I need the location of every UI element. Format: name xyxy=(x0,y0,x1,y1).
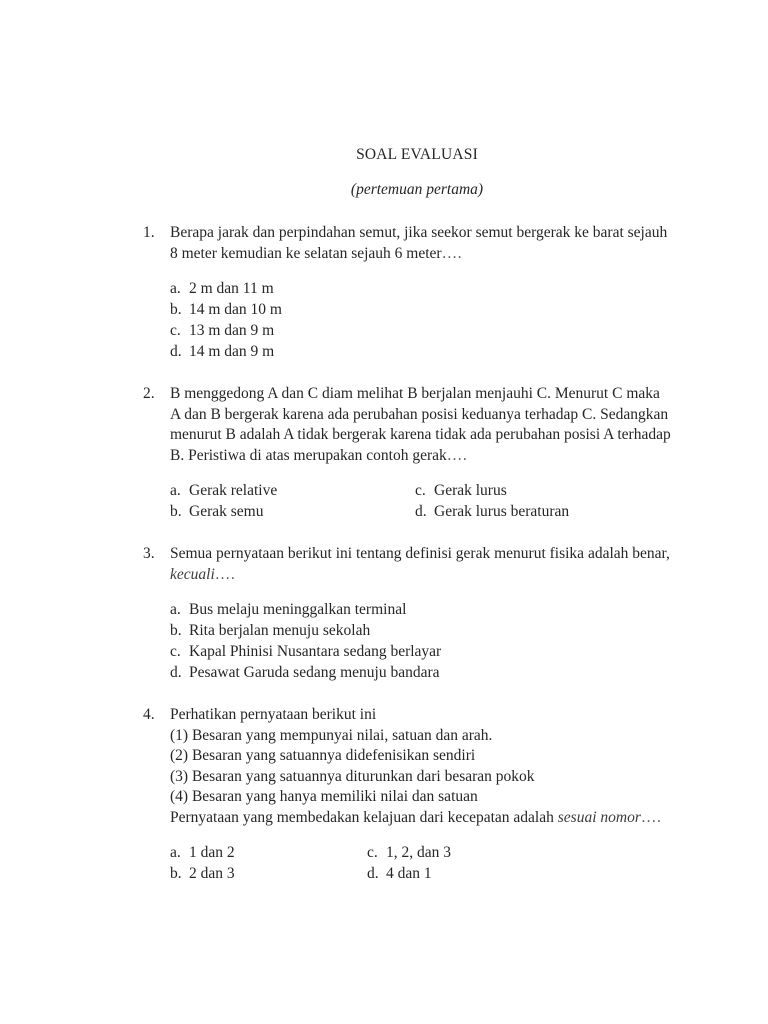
option-a-label: 2 m dan 11 m xyxy=(189,280,274,297)
question-2-body xyxy=(170,384,673,466)
option-row xyxy=(170,501,673,522)
question-4-dots: …. xyxy=(640,808,662,826)
option-b-letter: b. xyxy=(170,865,182,882)
option-d[interactable] xyxy=(367,863,673,884)
option-b-label: 2 dan 3 xyxy=(189,865,235,882)
option-c-letter: c. xyxy=(170,322,181,339)
option-d-letter: d. xyxy=(170,343,182,360)
option-row xyxy=(170,341,673,362)
question-1-row xyxy=(143,223,673,264)
option-b-label: Rita berjalan menuju sekolah xyxy=(189,622,371,639)
option-c-label: Gerak lurus xyxy=(434,482,507,499)
question-3-body xyxy=(170,544,673,585)
option-d-label: 4 dan 1 xyxy=(386,865,432,882)
question-4-closing xyxy=(170,808,673,829)
question-4 xyxy=(143,705,673,884)
question-2-dots: …. xyxy=(446,446,468,464)
option-a-label: Gerak relative xyxy=(189,482,278,499)
question-3 xyxy=(143,544,673,683)
option-c[interactable] xyxy=(415,480,673,501)
question-4-closing-text: Pernyataan yang membedakan kelajuan dari kecepatan adalah xyxy=(170,808,558,826)
option-c[interactable] xyxy=(367,842,673,863)
option-d[interactable] xyxy=(415,501,673,522)
option-d-letter: d. xyxy=(170,664,182,681)
option-a[interactable] xyxy=(170,599,406,620)
option-d-letter: d. xyxy=(415,503,427,520)
option-a-letter: a. xyxy=(170,482,181,499)
question-4-closing-emphasis: sesuai nomor xyxy=(557,808,641,826)
option-c-letter: c. xyxy=(367,844,378,861)
question-1-options xyxy=(143,278,673,362)
option-b-letter: b. xyxy=(170,503,182,520)
option-c-letter: c. xyxy=(170,643,181,660)
option-row xyxy=(170,620,673,641)
question-4-statement-1: (1) Besaran yang mempunyai nilai, satuan dan arah. xyxy=(170,726,493,744)
question-4-body xyxy=(170,705,673,828)
question-4-statement-2: (2) Besaran yang satuannya didefenisikan sendiri xyxy=(170,747,476,764)
question-2-number: 2. xyxy=(143,385,155,402)
question-1 xyxy=(143,223,673,362)
option-d-letter: d. xyxy=(367,865,379,882)
option-d-label: 14 m dan 9 m xyxy=(189,343,275,360)
question-3-text: Semua pernyataan berikut ini tentang definisi gerak menurut fisika adalah benar, xyxy=(170,545,670,562)
page-subtitle: (pertemuan pertama) xyxy=(350,181,484,198)
option-a-letter: a. xyxy=(170,280,181,297)
option-a-letter: a. xyxy=(170,844,181,861)
option-a-letter: a. xyxy=(170,601,181,618)
question-1-number: 1. xyxy=(143,224,155,241)
option-b[interactable] xyxy=(170,299,282,320)
option-b-label: Gerak semu xyxy=(189,503,264,520)
question-1-body xyxy=(170,223,673,264)
option-c-label: Kapal Phinisi Nusantara sedang berlayar xyxy=(189,643,442,660)
option-a[interactable] xyxy=(170,480,415,501)
option-c[interactable] xyxy=(170,320,274,341)
question-2-text: B menggedong A dan C diam melihat B berjalan menjauhi C. Menurut C maka A dan B bergerak karena ada perubahan posisi keduanya terhadap C. Sedangkan menurut B adalah A tidak bergerak karena tidak ada perubahan posisi A terhadap B. Peristiwa di atas merupakan contoh gerak xyxy=(170,385,671,464)
question-4-number: 4. xyxy=(143,706,155,723)
question-2-row xyxy=(143,384,673,466)
option-row xyxy=(170,278,673,299)
option-row xyxy=(170,641,673,662)
question-1-dots: …. xyxy=(441,244,463,262)
option-row xyxy=(170,863,673,884)
option-b-label: 14 m dan 10 m xyxy=(189,301,282,318)
option-d-label: Gerak lurus beraturan xyxy=(434,503,570,520)
question-3-options xyxy=(143,599,673,683)
question-1-text: Berapa jarak dan perpindahan semut, jika seekor semut bergerak ke barat sejauh 8 meter kemudian ke selatan sejauh 6 meter xyxy=(170,224,668,262)
option-c[interactable] xyxy=(170,641,441,662)
question-3-row xyxy=(143,544,673,585)
option-d-label: Pesawat Garuda sedang menuju bandara xyxy=(189,664,440,681)
question-4-options xyxy=(143,842,673,884)
option-row xyxy=(170,480,673,501)
question-4-row xyxy=(143,705,673,828)
option-c-label: 1, 2, dan 3 xyxy=(386,844,452,861)
option-b[interactable] xyxy=(170,501,415,522)
option-a-label: Bus melaju meninggalkan terminal xyxy=(189,601,407,618)
option-c-letter: c. xyxy=(415,482,426,499)
option-a[interactable] xyxy=(170,278,274,299)
option-d[interactable] xyxy=(170,341,274,362)
question-3-number: 3. xyxy=(143,545,155,562)
page-title: SOAL EVALUASI xyxy=(356,146,478,163)
question-3-dots: …. xyxy=(214,565,236,583)
document-content xyxy=(143,144,673,884)
option-b[interactable] xyxy=(170,620,370,641)
option-a[interactable] xyxy=(170,842,367,863)
question-2 xyxy=(143,384,673,522)
option-row xyxy=(170,662,673,683)
question-4-statement-3: (3) Besaran yang satuannya diturunkan dari besaran pokok xyxy=(170,767,535,785)
option-row xyxy=(170,299,673,320)
option-a-label: 1 dan 2 xyxy=(189,844,235,861)
option-b[interactable] xyxy=(170,863,367,884)
option-row xyxy=(170,320,673,341)
option-b-letter: b. xyxy=(170,622,182,639)
option-row xyxy=(170,842,673,863)
option-row xyxy=(170,599,673,620)
question-4-statement-4: (4) Besaran yang hanya memiliki nilai dan satuan xyxy=(170,788,478,805)
option-b-letter: b. xyxy=(170,301,182,318)
option-d[interactable] xyxy=(170,662,440,683)
question-3-emphasis: kecuali xyxy=(170,565,215,583)
question-2-options xyxy=(143,480,673,522)
option-c-label: 13 m dan 9 m xyxy=(189,322,275,339)
question-4-text: Perhatikan pernyataan berikut ini xyxy=(170,706,377,723)
